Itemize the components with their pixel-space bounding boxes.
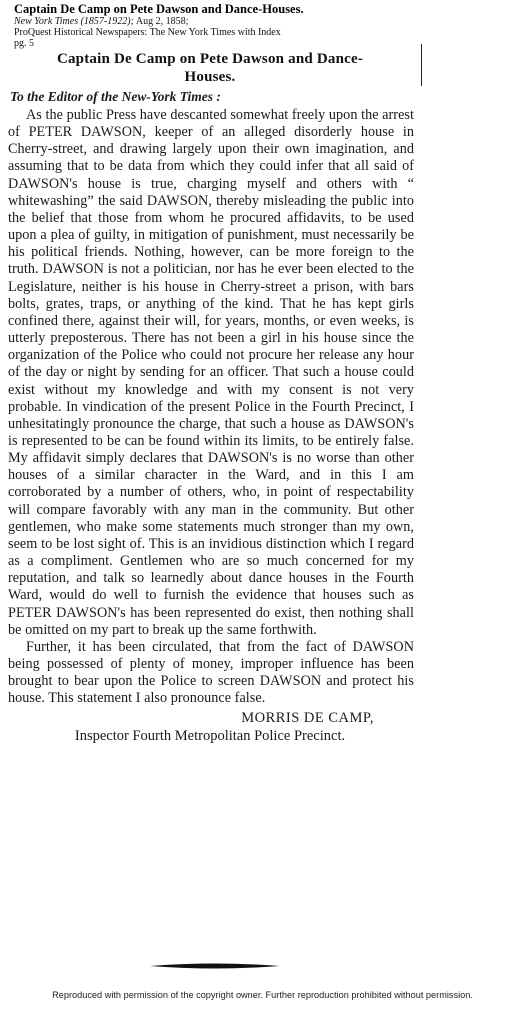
citation-source-line <box>14 16 414 27</box>
paragraph-2: Further, it has been circulated, that from the fact of DAWSON being possessed of plenty of money, improper influence has been brought to bear upon the Police to screen DAWSON and protect his house. This statement I also pronounce false. <box>8 638 414 707</box>
citation-database: ProQuest Historical Newspapers: The New York Times with Index <box>14 27 281 38</box>
end-ornament-icon <box>150 962 280 970</box>
article-clipping <box>6 46 414 745</box>
citation-source: New York Times (1857-1922); <box>14 16 134 27</box>
salutation: To the Editor of the New-York Times : <box>10 89 221 104</box>
citation-date: Aug 2, 1858; <box>135 16 189 27</box>
citation-header <box>14 2 414 49</box>
citation-page: pg. 5 <box>14 38 34 49</box>
article-body <box>8 107 414 707</box>
headline-line-1: Captain De Camp on Pete Dawson and Dance- <box>56 51 364 67</box>
signature: MORRIS DE CAMP, <box>241 710 374 727</box>
paragraph-1: As the public Press have descanted somewhat freely upon the arrest of PETER DAWSON, keeper of an alleged disorderly house in Cherry-street, and drawing largely upon their own imagination, and assuming that to be data from which they could infer that all said of DAWSON's house is true, charging myself and others with “ whitewashing” the said DAWSON, thereby misleading the public into the belief that those from whom he procured affidavits, to be used upon a plea of guilty, in mitigation of punishment, must necessarily be his political friends. Nothing, however, can be more foreign to the truth. DAWSON is not a politician, nor has he ever been elected to the Legislature, neither is his house in Cherry-street a prison, with bars bolts, grates, traps, or anything of the kind. That he has kept girls confined there, against their will, for years, months, or even weeks, is utterly preposterous. There has not been a girl in his house since the organization of the Police who could not procure her release any hour of the day or night by sending for an officer. That such a house could exist without my knowledge and with my consent is not very probable. In vindication of the present Police in the Fourth Precinct, I unhesitatingly pronounce the charge, that such a house as DAWSON's is represented to be can be found within its limits, to be entirely false. My affidavit simply declares that DAWSON's is no worse than other houses of a similar character in the Ward, and in this I am corroborated by a number of others, who, in point of respectability will compare favorably with any man in the community. But other gentlemen, who make some statements much stronger than my own, seem to be lost sight of. This is an invidious distinction which I regard as a compliment. Gentlemen who are so much concerned for my reputation, and talk so learnedly about dance houses in the Fourth Ward, would do well to furnish the evidence that houses such as PETER DAWSON's has been represented do exist, then nothing shall be omitted on my part to break up the same forthwith. <box>8 107 414 638</box>
signature-title: Inspector Fourth Metropolitan Police Precinct. <box>74 728 346 745</box>
column-rule <box>421 44 422 86</box>
copyright-footer: Reproduced with permission of the copyright owner. Further reproduction prohibited without permission. <box>52 990 473 1000</box>
citation-title: Captain De Camp on Pete Dawson and Dance-Houses. <box>14 2 304 16</box>
headline-line-2: Houses. <box>184 69 236 85</box>
article-headline <box>6 50 414 86</box>
